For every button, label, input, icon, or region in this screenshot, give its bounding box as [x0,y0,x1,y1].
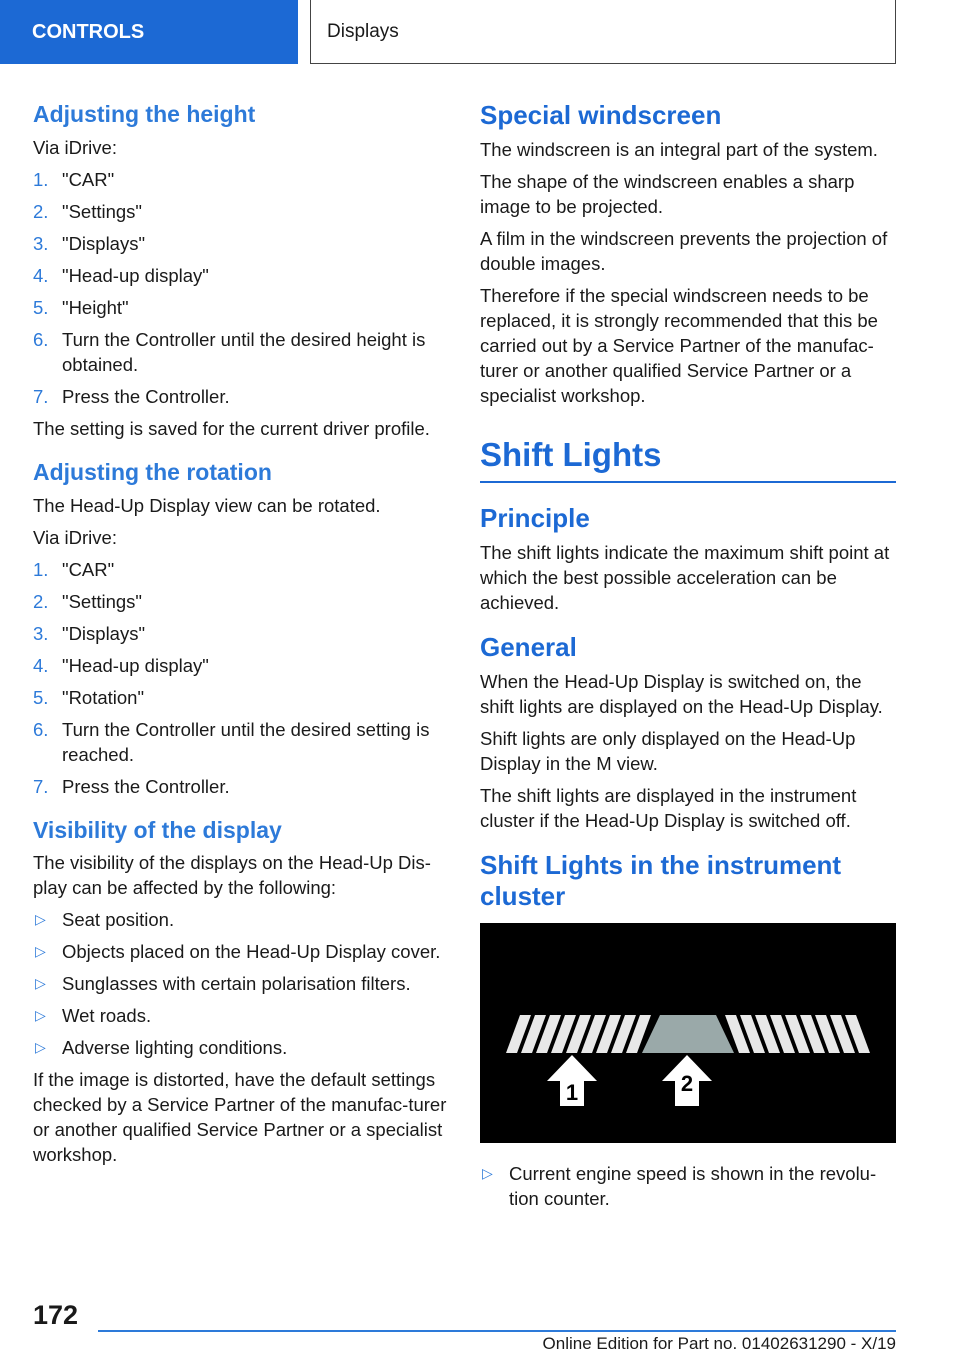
general-para: The shift lights are displayed in the instrument cluster if the Head-Up Display is switched off. [480,785,857,832]
windscreen-para: The shape of the windscreen enables a sharp image to be projected. [480,171,855,218]
figure-label-2: 2 [680,1070,694,1096]
list-item: 6. Turn the Controller until the desired height is obtained. [33,328,426,375]
cluster-list [480,1161,896,1211]
triangle-bullet-icon: ▷ [482,1164,493,1181]
figure-label-1: 1 [565,1079,579,1105]
list-item: ▷ Current engine speed is shown in the revolu-tion counter. [482,1162,877,1209]
triangle-bullet-icon: ▷ [35,1007,46,1024]
left-column [33,100,448,1174]
shift-lights-figure [480,923,896,1143]
chapter-label: Displays [327,20,399,42]
triangle-bullet-icon: ▷ [35,975,46,992]
cluster-heading: Shift Lights in the instrument cluster [480,850,842,912]
section-label: CONTROLS [32,20,145,43]
height-intro: Via iDrive: [33,136,117,158]
page-number: 172 [33,1300,79,1330]
footer-divider [98,1330,896,1332]
windscreen-para: A film in the windscreen prevents the projection of double images. [480,228,888,275]
visibility-intro: The visibility of the displays on the Head-Up Dis-play can be affected by the following: [33,852,431,899]
general-para: When the Head-Up Display is switched on, the shift lights are displayed on the Head-Up Display. [480,671,883,718]
height-heading: Adjusting the height [33,101,256,127]
list-item: 2. "Settings" [33,200,142,222]
triangle-bullet-icon: ▷ [35,943,46,960]
triangle-bullet-icon: ▷ [35,1039,46,1056]
list-item: 6. Turn the Controller until the desired setting is reached. [33,718,430,765]
list-item: 1. "CAR" [33,168,115,190]
rotation-text: The Head-Up Display view can be rotated. [33,494,381,516]
list-item: 5. "Height" [33,296,129,318]
rotation-steps [33,557,448,799]
list-item: ▷ Seat position. [35,909,175,931]
list-item: 3. "Displays" [33,232,146,254]
list-item: ▷ Adverse lighting conditions. [35,1037,288,1059]
list-item: 4. "Head-up display" [33,264,209,286]
list-item: 7. Press the Controller. [33,385,230,407]
height-steps [33,167,448,409]
visibility-list [33,907,448,1060]
shift-lights-heading: Shift Lights [480,435,896,483]
windscreen-heading: Special windscreen [480,100,722,130]
edition-note: Online Edition for Part no. 01402631290 - X/19 [542,1334,896,1353]
list-item: 5. "Rotation" [33,686,145,708]
right-column [480,100,896,1218]
windscreen-para: Therefore if the special windscreen needs to be replaced, it is strongly recommended that this be carried out by a Service Partner of the manufac-turer or another qualified Service Partner or a specialist workshop. [480,285,878,407]
list-item: 7. Press the Controller. [33,775,230,797]
visibility-heading: Visibility of the display [33,816,282,843]
chapter-tab [310,0,896,64]
list-item: 3. "Displays" [33,622,146,644]
visibility-note: If the image is distorted, have the default settings checked by a Service Partner of the manufac-turer or another qualified Service Partner or a specialist workshop. [33,1069,447,1166]
triangle-bullet-icon: ▷ [35,911,46,928]
list-item: ▷ Objects placed on the Head-Up Display cover. [35,941,441,963]
general-para: Shift lights are only displayed on the Head-Up Display in the M view. [480,728,856,775]
rotation-heading: Adjusting the rotation [33,458,272,485]
windscreen-para: The windscreen is an integral part of the system. [480,139,878,161]
height-note: The setting is saved for the current driver profile. [33,417,430,439]
list-item: 2. "Settings" [33,590,142,612]
general-heading: General [480,631,577,662]
rotation-intro: Via iDrive: [33,526,117,548]
list-item: ▷ Sunglasses with certain polarisation filters. [35,973,411,995]
principle-heading: Principle [480,502,590,533]
section-tab [0,0,298,64]
list-item: 4. "Head-up display" [33,654,209,676]
list-item: ▷ Wet roads. [35,1005,152,1027]
list-item: 1. "CAR" [33,558,115,580]
principle-text: The shift lights indicate the maximum shift point at which the best possible acceleration can be achieved. [480,541,890,613]
